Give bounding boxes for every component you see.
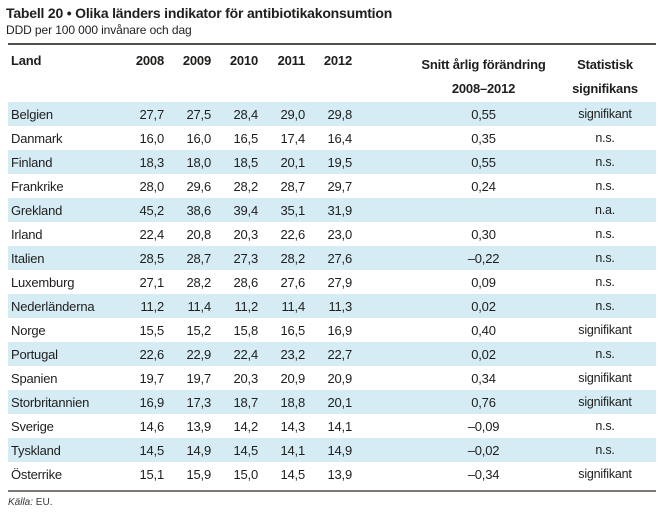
year-value-cell-2011: 14,1 [280,442,305,458]
year-value-cell-2008: 27,1 [139,274,164,290]
table-row [8,246,656,270]
country-cell: Spanien [11,370,58,386]
change-cell: 0,76 [471,394,496,410]
header-significance [554,44,656,102]
year-value-cell-2012: 13,9 [327,466,352,482]
change-cell: 0,55 [471,154,496,170]
significance-cell: n.s. [595,299,615,313]
header-change [365,44,554,102]
significance-cell: signifikant [578,371,632,385]
header-land: Land [11,53,42,68]
year-value-cell-2008: 28,0 [139,178,164,194]
table-row [8,462,656,486]
significance-cell: n.s. [595,419,615,433]
table-row [8,366,656,390]
table-row [8,270,656,294]
significance-cell: n.s. [595,347,615,361]
year-value-cell-2010: 14,5 [233,442,258,458]
change-cell: –0,34 [467,466,500,482]
country-cell: Österrike [11,466,62,482]
year-value-cell-2009: 38,6 [186,202,211,218]
header-change-line2: 2008–2012 [451,81,516,96]
year-value-cell-2009: 13,9 [186,418,211,434]
significance-cell: n.s. [595,131,615,145]
year-value-cell-2010: 16,5 [233,130,258,146]
year-value-cell-2008: 14,6 [139,418,164,434]
year-value-cell-2010: 18,7 [233,394,258,410]
year-value-cell-2009: 29,6 [186,178,211,194]
year-value-cell-2008: 18,3 [139,154,164,170]
year-value-cell-2008: 22,6 [139,346,164,362]
year-value-cell-2010: 18,5 [233,154,258,170]
change-cell: 0,24 [471,178,496,194]
table-row [8,150,656,174]
year-value-cell-2012: 20,9 [327,370,352,386]
year-value-cell-2012: 14,1 [327,418,352,434]
year-value-cell-2011: 16,5 [280,322,305,338]
year-value-cell-2011: 11,4 [281,298,305,314]
bottom-rule [8,490,656,492]
year-value-cell-2011: 20,9 [280,370,305,386]
year-value-cell-2008: 45,2 [139,202,164,218]
year-value-cell-2008: 16,0 [139,130,164,146]
year-value-cell-2012: 16,9 [327,322,352,338]
significance-cell: n.s. [595,443,615,457]
year-value-cell-2008: 19,7 [139,370,164,386]
country-cell: Luxemburg [11,274,75,290]
data-table [8,43,656,486]
year-value-cell-2010: 20,3 [233,226,258,242]
significance-cell: signifikant [578,323,632,337]
year-value-cell-2010: 14,2 [233,418,258,434]
change-cell: 0,35 [471,130,496,146]
significance-cell: signifikant [578,395,632,409]
year-value-cell-2012: 31,9 [327,202,352,218]
table-title: Tabell 20 • Olika länders indikator för antibiotikakonsumtion [6,5,393,21]
table-row [8,102,656,126]
year-value-cell-2012: 19,5 [327,154,352,170]
table-subtitle: DDD per 100 000 invånare och dag [6,23,192,37]
year-value-cell-2011: 18,8 [280,394,305,410]
header-change-line1: Snitt årlig förändring [421,57,546,72]
year-value-cell-2009: 14,9 [186,442,211,458]
year-value-cell-2012: 29,8 [327,106,352,122]
year-value-cell-2012: 27,6 [327,250,352,266]
change-cell: 0,55 [471,106,496,122]
year-value-cell-2012: 27,9 [327,274,352,290]
table-row [8,198,656,222]
change-cell: –0,02 [467,442,500,458]
year-value-cell-2009: 22,9 [186,346,211,362]
country-cell: Frankrike [11,178,64,194]
year-value-cell-2010: 28,2 [233,178,258,194]
year-value-cell-2008: 14,5 [139,442,164,458]
change-cell: 0,34 [471,370,496,386]
year-value-cell-2009: 17,3 [186,394,211,410]
table-row [8,414,656,438]
table-row [8,390,656,414]
year-value-cell-2010: 15,0 [233,466,258,482]
table-row [8,438,656,462]
year-value-cell-2008: 28,5 [139,250,164,266]
year-value-cell-2008: 27,7 [139,106,164,122]
year-value-cell-2011: 28,7 [280,178,305,194]
year-value-cell-2009: 18,0 [186,154,211,170]
year-value-cell-2012: 20,1 [327,394,352,410]
significance-cell: n.s. [595,179,615,193]
year-value-cell-2009: 20,8 [186,226,211,242]
year-value-cell-2011: 23,2 [280,346,305,362]
country-cell: Italien [11,250,45,266]
year-value-cell-2011: 14,5 [280,466,305,482]
year-value-cell-2011: 22,6 [280,226,305,242]
year-value-cell-2011: 35,1 [280,202,305,218]
country-cell: Grekland [11,202,63,218]
header-year-2009: 2009 [182,53,211,68]
year-value-cell-2008: 15,5 [139,322,164,338]
source-note [8,496,660,509]
country-cell: Storbritannien [11,394,90,410]
table-row [8,126,656,150]
header-year-2010: 2010 [229,53,258,68]
table-body [8,102,656,486]
country-cell: Norge [11,322,46,338]
year-value-cell-2009: 15,2 [186,322,211,338]
year-value-cell-2010: 28,4 [233,106,258,122]
source-value: EU. [35,497,53,508]
year-value-cell-2010: 39,4 [233,202,258,218]
change-cell: 0,09 [471,274,496,290]
change-cell [365,198,554,222]
year-value-cell-2011: 14,3 [280,418,305,434]
year-value-cell-2010: 28,6 [233,274,258,290]
table-row [8,294,656,318]
significance-cell: signifikant [578,107,632,121]
year-value-cell-2012: 14,9 [327,442,352,458]
table-row [8,342,656,366]
year-value-cell-2011: 20,1 [280,154,305,170]
year-value-cell-2008: 11,2 [140,298,164,314]
year-value-cell-2008: 22,4 [139,226,164,242]
year-value-cell-2009: 28,7 [186,250,211,266]
table-row [8,174,656,198]
year-value-cell-2012: 16,4 [327,130,352,146]
year-value-cell-2011: 17,4 [280,130,305,146]
country-cell: Nederländerna [11,298,95,314]
year-value-cell-2012: 11,3 [328,298,352,314]
year-value-cell-2009: 16,0 [186,130,211,146]
header-year-2012: 2012 [323,53,352,68]
year-value-cell-2009: 15,9 [186,466,211,482]
change-cell: 0,30 [471,226,496,242]
significance-cell: n.s. [595,227,615,241]
change-cell: 0,02 [471,298,496,314]
change-cell: –0,22 [467,250,500,266]
year-value-cell-2009: 11,4 [187,298,211,314]
country-cell: Portugal [11,346,58,362]
change-cell: –0,09 [467,418,500,434]
table-row [8,222,656,246]
year-value-cell-2010: 11,2 [234,298,258,314]
year-value-cell-2012: 23,0 [327,226,352,242]
year-value-cell-2012: 22,7 [327,346,352,362]
year-value-cell-2011: 29,0 [280,106,305,122]
year-value-cell-2012: 29,7 [327,178,352,194]
year-value-cell-2008: 15,1 [139,466,164,482]
header-row [8,44,656,102]
country-cell: Tyskland [11,442,61,458]
country-cell: Sverige [11,418,54,434]
year-value-cell-2009: 27,5 [186,106,211,122]
year-value-cell-2010: 27,3 [233,250,258,266]
year-value-cell-2009: 19,7 [186,370,211,386]
change-cell: 0,40 [471,322,496,338]
year-value-cell-2010: 22,4 [233,346,258,362]
year-value-cell-2011: 28,2 [280,250,305,266]
significance-cell: n.s. [595,275,615,289]
year-value-cell-2010: 20,3 [233,370,258,386]
country-cell: Danmark [11,130,63,146]
header-year-2008: 2008 [135,53,164,68]
significance-cell: signifikant [578,467,632,481]
header-significance-line1: Statistisk [577,57,633,72]
header-year-2011: 2011 [277,53,305,68]
year-value-cell-2008: 16,9 [139,394,164,410]
country-cell: Belgien [11,106,53,122]
table-header [8,44,656,102]
source-label: Källa: [8,497,34,508]
significance-cell: n.s. [595,155,615,169]
year-value-cell-2010: 15,8 [233,322,258,338]
significance-cell: n.s. [595,251,615,265]
country-cell: Irland [11,226,43,242]
year-value-cell-2009: 28,2 [186,274,211,290]
change-cell: 0,02 [471,346,496,362]
table-row [8,318,656,342]
header-significance-line2: signifikans [572,81,638,96]
year-value-cell-2011: 27,6 [280,274,305,290]
significance-cell: n.a. [594,203,616,217]
country-cell: Finland [11,154,53,170]
